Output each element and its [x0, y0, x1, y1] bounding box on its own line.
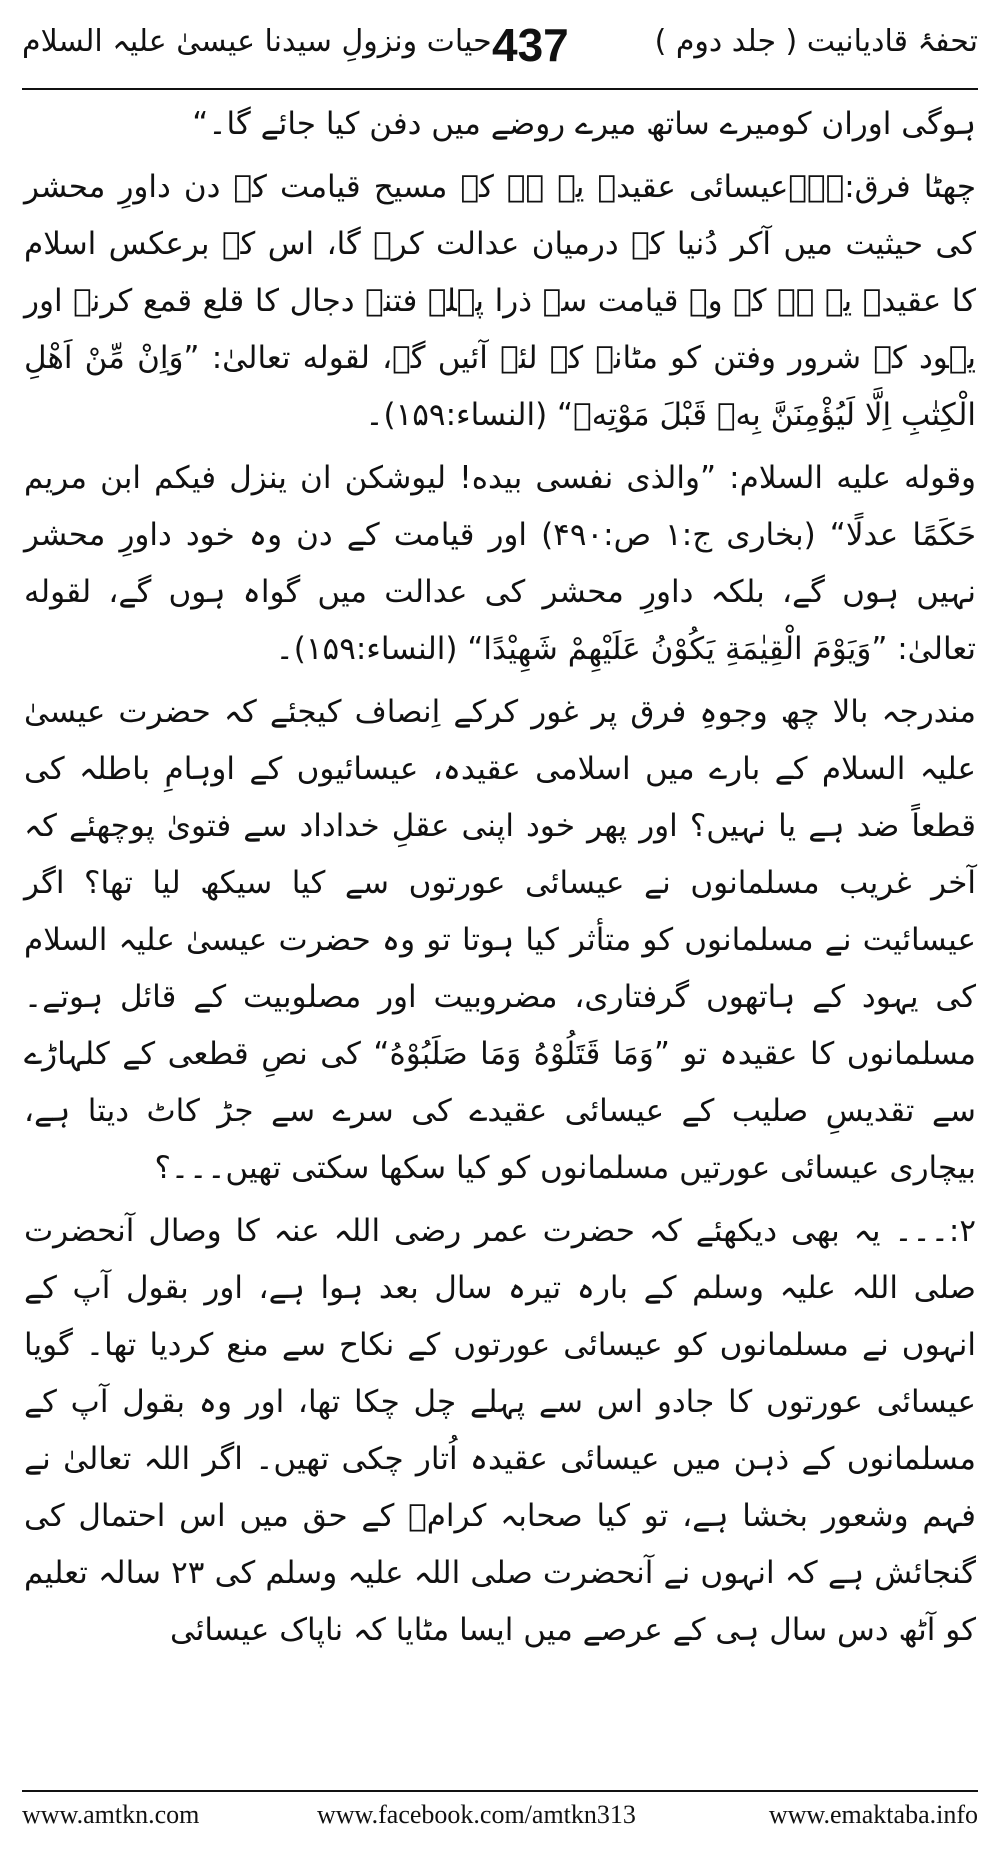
paragraph-1: ہوگی اوران کومیرے ساتھ میرے روضے میں دفن کیا جائے گا۔“ [192, 106, 976, 142]
header-divider [22, 88, 978, 90]
page-footer [22, 1800, 978, 1836]
paragraph-2: چھٹا فرق:۔۔۔عیسائی عقیدہ یہ ہے کہ مسیح قیامت کے دن داورِ محشر کی حیثیت میں آکر دُنیا کے درمیان عدالت کرے گا، اس کے برعکس اسلام کا عقیدہ یہ ہے کہ وہ قیامت سے ذرا پہلے فتنۂ دجال کا قلع قمع کرنے اور یہود کے شرور وفتن کو مٹانے کے لئے آئیں گے، لقوله تعالیٰ: ”وَاِنْ مِّنْ اَهْلِ الْكِتٰبِ اِلَّا لَيُؤْمِنَنَّ بِهٖ قَبْلَ مَوْتِهٖ“ (النساء:۱۵۹)۔ [24, 169, 976, 433]
footer-divider [22, 1790, 978, 1792]
page-header [22, 18, 978, 78]
book-title: تحفۂ قادیانیت ( جلد دوم ) [654, 24, 978, 59]
footer-link-facebook[interactable]: www.facebook.com/amtkn313 [317, 1800, 636, 1829]
footer-link-emaktaba[interactable]: www.emaktaba.info [768, 1800, 978, 1829]
paragraph-4: مندرجہ بالا چھ وجوہِ فرق پر غور کرکے اِنصاف کیجئے کہ حضرت عیسیٰ علیہ السلام کے بارے میں اسلامی عقیدہ، عیسائیوں کے اوہامِ باطلہ کی قطعاً ضد ہے یا نہیں؟ اور پھر خود اپنی عقلِ خداداد سے فتویٰ پوچھئے کہ آخر غریب مسلمانوں نے عیسائی عورتوں سے کیا سیکھ لیا تھا؟ اگر عیسائیت نے مسلمانوں کو متأثر کیا ہوتا تو وہ حضرت عیسیٰ علیہ السلام کی یہود کے ہاتھوں گرفتاری، مضروبیت اور مصلوبیت کے قائل ہوتے۔ مسلمانوں کا عقیدہ تو ”وَمَا قَتَلُوْهُ وَمَا صَلَبُوْهُ“ کی نصِ قطعی کے کلہاڑے سے تقدیسِ صلیب کے عیسائی عقیدے کی سرے سے جڑ کاٹ دیتا ہے، بیچاری عیسائی عورتیں مسلمانوں کو کیا سکھا سکتی تھیں۔۔۔؟ [24, 694, 976, 1186]
chapter-title: حیات ونزولِ سیدنا عیسیٰ علیہ السلام [22, 24, 492, 59]
page-body [24, 96, 976, 1665]
paragraph-5: ۲:۔۔۔ یہ بھی دیکھئے کہ حضرت عمر رضی اللہ عنہ کا وصال آنحضرت صلی اللہ علیہ وسلم کے بارہ تیرہ سال بعد ہوا ہے، اور بقول آپ کے انہوں نے مسلمانوں کو عیسائی عورتوں کے نکاح سے منع کردیا تھا۔ گویا عیسائی عورتوں کا جادو اس سے پہلے چل چکا تھا، اور وہ بقول آپ کے مسلمانوں کے ذہن میں عیسائی عقیدہ اُتار چکی تھیں۔ اگر اللہ تعالیٰ نے فہم وشعور بخشا ہے، تو کیا صحابہ کرامؓ کے حق میں اس احتمال کی گنجائش ہے کہ انہوں نے آنحضرت صلی اللہ علیہ وسلم کی ۲۳ سالہ تعلیم کو آٹھ دس سال ہی کے عرصے میں ایسا مٹایا کہ ناپاک عیسائی [24, 1213, 977, 1648]
footer-link-amtkn[interactable]: www.amtkn.com [22, 1800, 200, 1829]
page-number: 437 [492, 19, 569, 71]
paragraph-3: وقوله علیه السلام: ”والذی نفسی بیده! لیوشکن ان ینزل فیکم ابن مریم حَکَمًا عدلًا“ (بخاری ج:۱ ص:۴۹۰) اور قیامت کے دن وہ خود داورِ محشر نہیں ہوں گے، بلکہ داورِ محشر کی عدالت میں گواہ ہوں گے، لقوله تعالیٰ: ”وَيَوْمَ الْقِيٰمَةِ يَكُوْنُ عَلَيْهِمْ شَهِيْدًا“ (النساء:۱۵۹)۔ [24, 460, 976, 667]
